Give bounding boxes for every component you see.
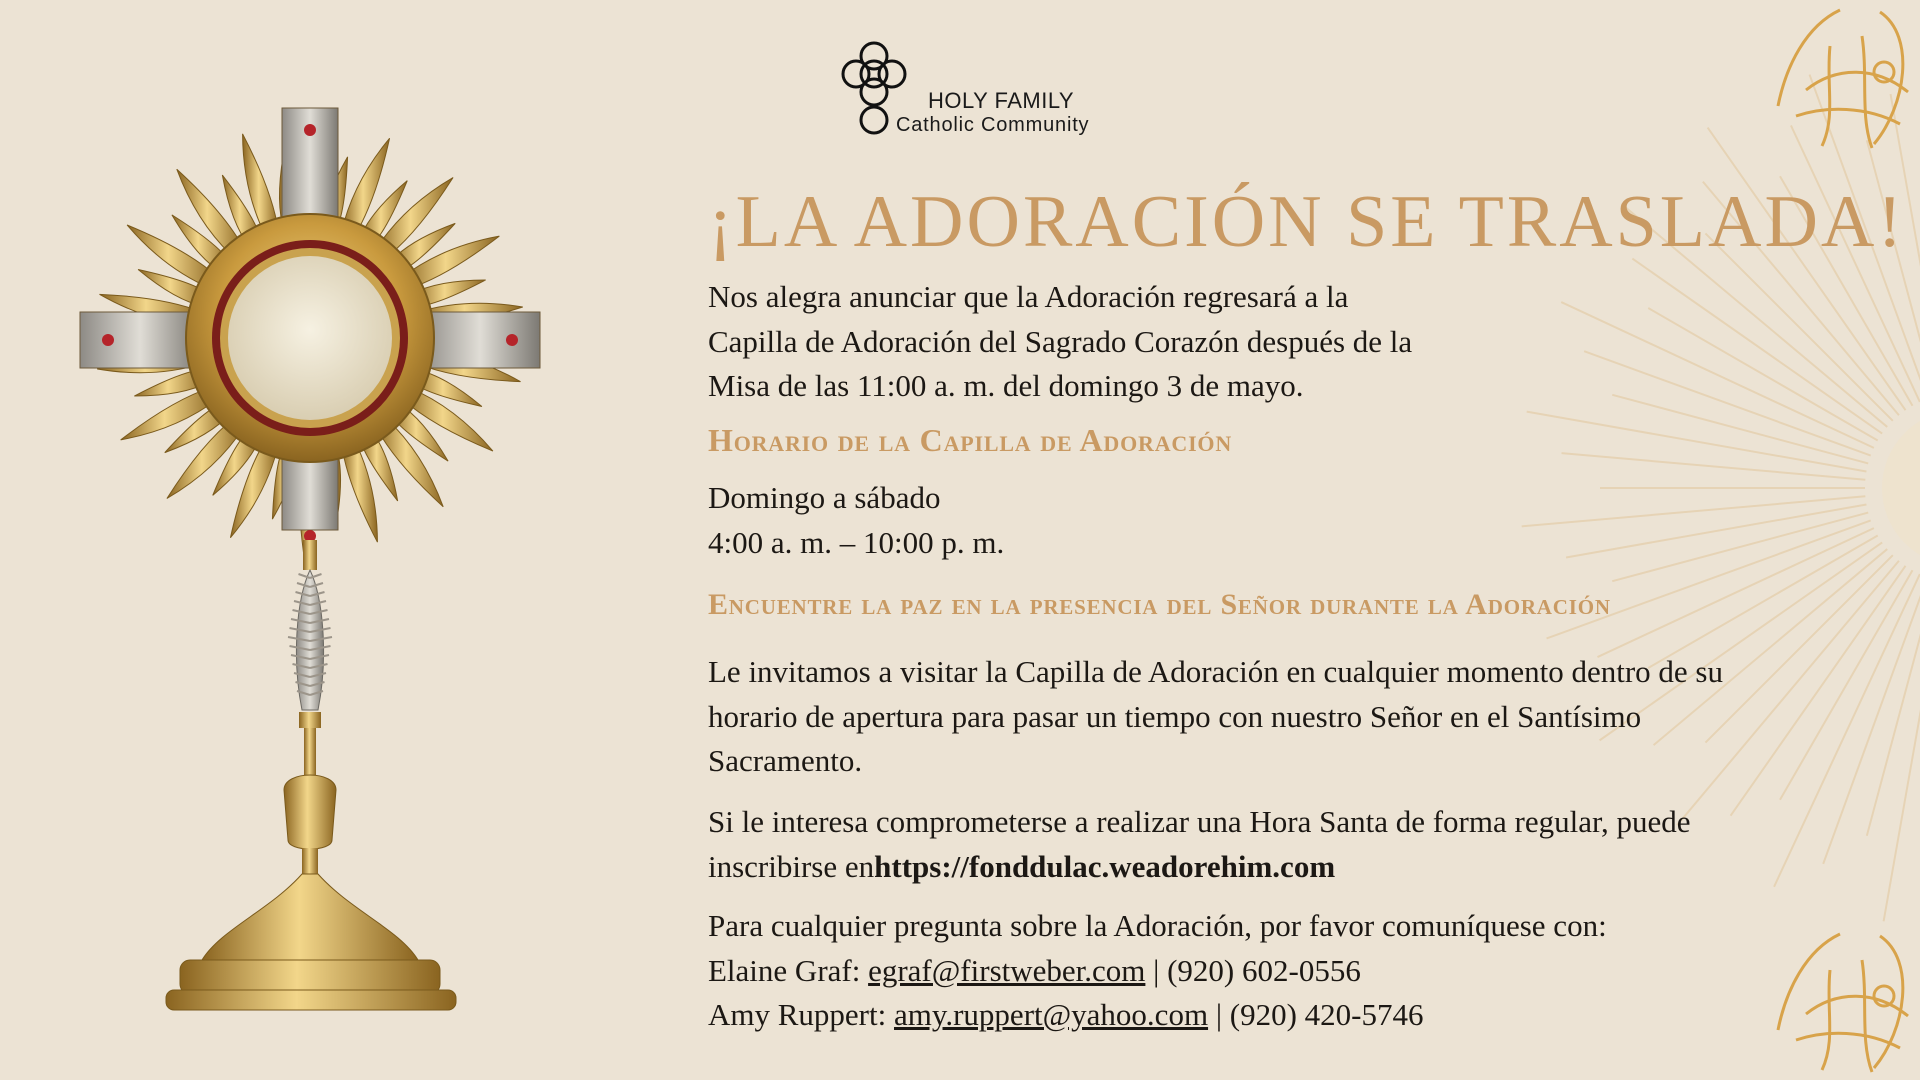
peace-line-1: Le invitamos a visitar la Capilla de Adoración en cualquier momento dentro de su [708,654,1723,689]
contact-name-2: Amy Ruppert: [708,997,894,1032]
signup-line-2 [708,845,1888,890]
signup-url-link[interactable]: https://fonddulac.weadorehim.com [874,848,1336,884]
contact-person-1 [708,949,1888,994]
contact-paragraph [708,904,1888,1038]
signup-line-1: Si le interesa comprometerse a realizar una Hora Santa de forma regular, puede [708,804,1691,839]
peace-heading: Encuentre la paz en la presencia del Señor durante la Adoración [708,588,1611,621]
contact-intro: Para cualquier pregunta sobre la Adoración, por favor comuníquese con: [708,908,1607,943]
hours-days: Domingo a sábado [708,480,941,515]
intro-line-1: Nos alegra anunciar que la Adoración regresará a la [708,279,1349,314]
logo-line-2: Catholic Community [896,114,1090,136]
holy-family-logo [836,40,1136,140]
logo-line-1: HOLY FAMILY [928,88,1075,113]
hours-block [708,476,1888,565]
headline: ¡LA ADORACIÓN SE TRASLADA! [708,181,1905,263]
intro-line-3: Misa de las 11:00 a. m. del domingo 3 de mayo. [708,368,1304,403]
monstrance-image [70,100,550,1030]
hours-heading: Horario de la Capilla de Adoración [708,422,1233,458]
contact-name-1: Elaine Graf: [708,952,869,988]
hours-time: 4:00 a. m. – 10:00 p. m. [708,524,1005,560]
contact-phone-1: | (920) 602-0556 [1145,952,1361,988]
email-link-1[interactable]: egraf@firstweber.com [868,952,1146,988]
peace-line-3: Sacramento. [708,743,863,778]
intro-paragraph [708,275,1888,409]
peace-line-2: horario de apertura para pasar un tiempo con nuestro Señor en el Santísimo [708,698,1642,734]
signup-prefix: inscribirse en [708,848,875,884]
ornament-bottom-right [1776,930,1920,1076]
peace-paragraph [708,650,1888,784]
ornament-top-right [1776,6,1920,152]
contact-phone-2: | (920) 420-5746 [1208,997,1424,1032]
signup-paragraph [708,800,1888,889]
intro-line-2: Capilla de Adoración del Sagrado Corazón después de la [708,323,1413,359]
email-link-2[interactable]: amy.ruppert@yahoo.com [894,997,1209,1032]
contact-person-2 [708,993,1888,1038]
